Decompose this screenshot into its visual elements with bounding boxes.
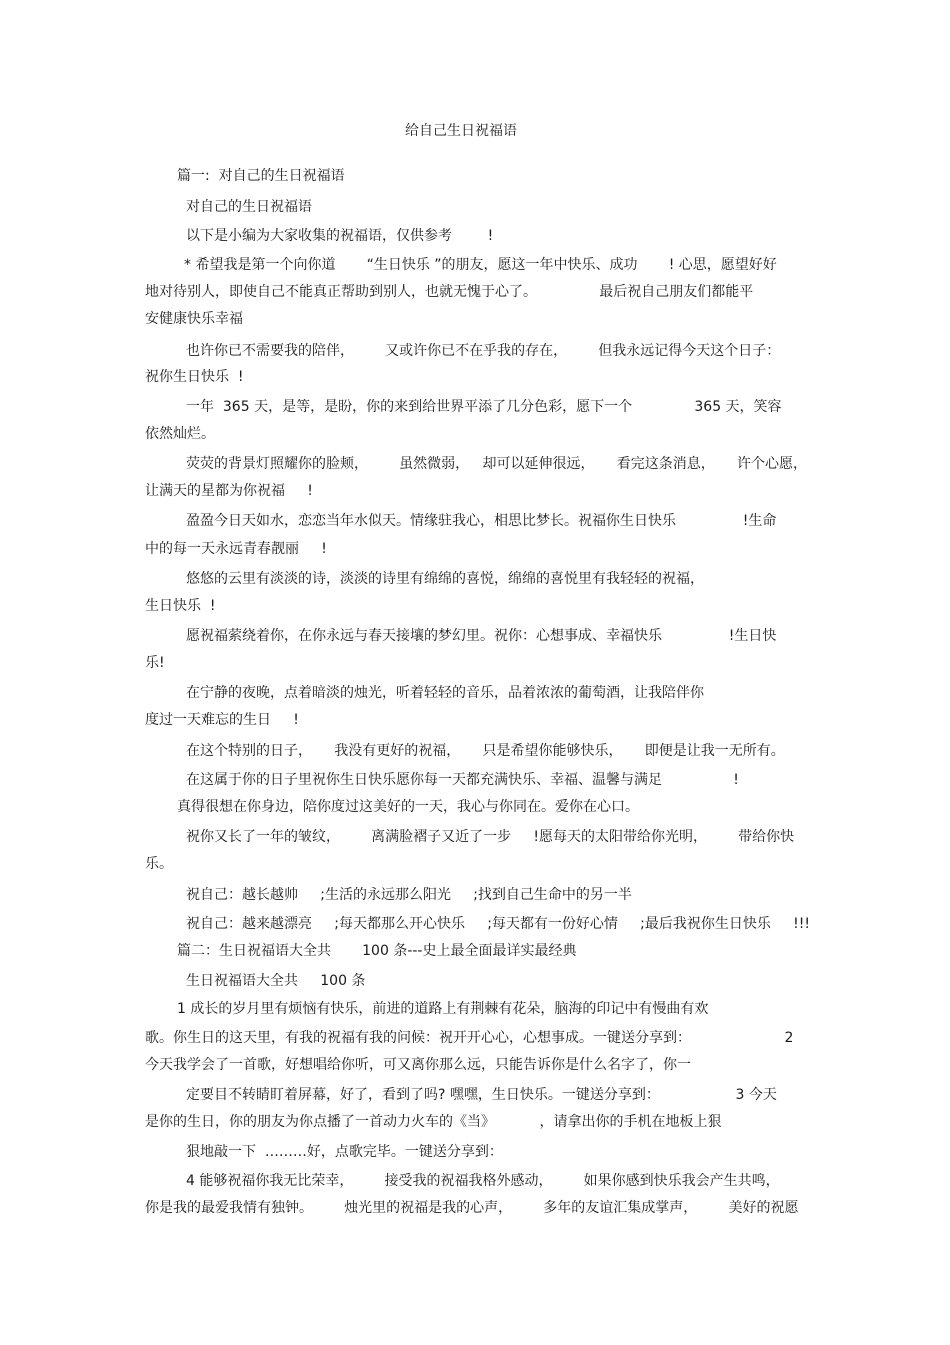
paragraph-line: 在这属于你的日子里祝你生日快乐愿你每一天都充满快乐、幸福、温馨与满足 !	[186, 772, 739, 788]
page-title: 给自己生日祝福语	[405, 123, 517, 139]
paragraph-line: 祝自己：越来越漂亮 ;每天都那么开心快乐 ;每天都有一份好心情 ;最后我祝你生日快乐 !!!	[186, 916, 810, 932]
paragraph-line: 1 成长的岁月里有烦恼有快乐，前进的道路上有荆棘有花朵，脑海的印记中有慢曲有欢	[177, 1001, 709, 1017]
paragraph-line: 定要目不转睛盯着屏幕，好了，看到了吗? 嘿嘿，生日快乐。一键送分享到： 3 今天	[186, 1087, 777, 1103]
section-heading: 篇二：生日祝福语大全共 100 条---史上最全面最详实最经典	[177, 943, 577, 959]
paragraph-line: 4 能够祝福你我无比荣幸， 接受我的祝福我格外感动， 如果你感到快乐我会产生共鸣，	[186, 1173, 780, 1189]
paragraph-line: * 希望我是第一个向你道 “生日快乐 ”的朋友，愿这一年中快乐、成功 ! 心思，愿望好好	[184, 257, 777, 273]
paragraph-line: 祝你生日快乐 !	[145, 369, 244, 385]
section-heading: 篇一: 对自己的生日祝福语	[177, 168, 345, 184]
paragraph-line: 一年 365 天，是等，是盼，你的来到给世界平添了几分色彩，愿下一个 365 天，笑容	[186, 399, 782, 415]
paragraph-line: 悠悠的云里有淡淡的诗，淡淡的诗里有绵绵的喜悦，绵绵的喜悦里有我轻轻的祝福，	[186, 571, 704, 587]
paragraph-line: 让满天的星都为你祝福 !	[145, 483, 313, 499]
paragraph-line: 也许你已不需要我的陪伴， 又或许你已不在乎我的存在， 但我永远记得今天这个日子：	[186, 343, 781, 359]
paragraph-line: 荧荧的背景灯照耀你的脸颊， 虽然微弱， 却可以延伸很远， 看完这条消息， 许个心愿，	[186, 456, 808, 472]
paragraph-line: 是你的生日，你的朋友为你点播了一首动力火车的《当》 ，请拿出你的手机在地板上狠	[145, 1114, 722, 1130]
paragraph-line: 依然灿烂。	[145, 426, 215, 442]
paragraph-line: 安健康快乐幸福	[145, 311, 243, 327]
paragraph-line: 在宁静的夜晚，点着暗淡的烛光，听着轻轻的音乐，品着浓浓的葡萄酒，让我陪伴你	[186, 685, 704, 701]
paragraph-line: 狠地敲一下 ………好，点歌完毕。一键送分享到：	[186, 1144, 503, 1160]
paragraph-line: 乐!	[145, 655, 165, 671]
paragraph-line: 今天我学会了一首歌，好想唱给你听，可又离你那么远，只能告诉你是什么名字了，你一	[145, 1057, 691, 1073]
paragraph-line: 度过一天难忘的生日 !	[145, 712, 299, 728]
paragraph-line: 中的每一天永远青春靓丽 !	[145, 541, 327, 557]
paragraph-line: 在这个特别的日子， 我没有更好的祝福， 只是希望你能够快乐， 即便是让我一无所有。	[186, 743, 785, 759]
paragraph-line: 生日快乐 !	[145, 598, 216, 614]
paragraph-line: 愿祝福萦绕着你，在你永远与春天接壤的梦幻里。祝你：心想事成、幸福快乐 !生日快	[186, 628, 777, 644]
paragraph-line: 乐。	[145, 856, 173, 872]
paragraph-line: 地对待别人，即使自己不能真正帮助到别人，也就无愧于心了。 最后祝自己朋友们都能平	[145, 284, 754, 300]
paragraph-line: 祝你又长了一年的皱纹， 离满脸褶子又近了一步 !愿每天的太阳带给你光明， 带给你快	[186, 829, 795, 845]
paragraph-line: 你是我的最爱我情有独钟。 烛光里的祝福是我的心声， 多年的友谊汇集成掌声， 美好的祝愿	[145, 1200, 799, 1216]
paragraph-line: 对自己的生日祝福语	[186, 199, 312, 215]
paragraph-line: 真得很想在你身边，陪你度过这美好的一天，我心与你同在。爱你在心口。	[177, 799, 639, 815]
paragraph-line: 盈盈今日天如水，恋恋当年水似天。情缘驻我心，相思比梦长。祝福你生日快乐 !生命	[186, 513, 777, 529]
paragraph-line: 以下是小编为大家收集的祝福语，仅供参考 !	[186, 228, 494, 244]
paragraph-line: 祝自己：越长越帅 ;生活的永远那么阳光 ;找到自己生命中的另一半	[186, 887, 632, 903]
paragraph-line: 生日祝福语大全共 100 条	[186, 973, 366, 989]
paragraph-line: 歌。你生日的这天里，有我的祝福有我的问候：祝开开心心，心想事成。一键送分享到： 2	[145, 1030, 794, 1046]
